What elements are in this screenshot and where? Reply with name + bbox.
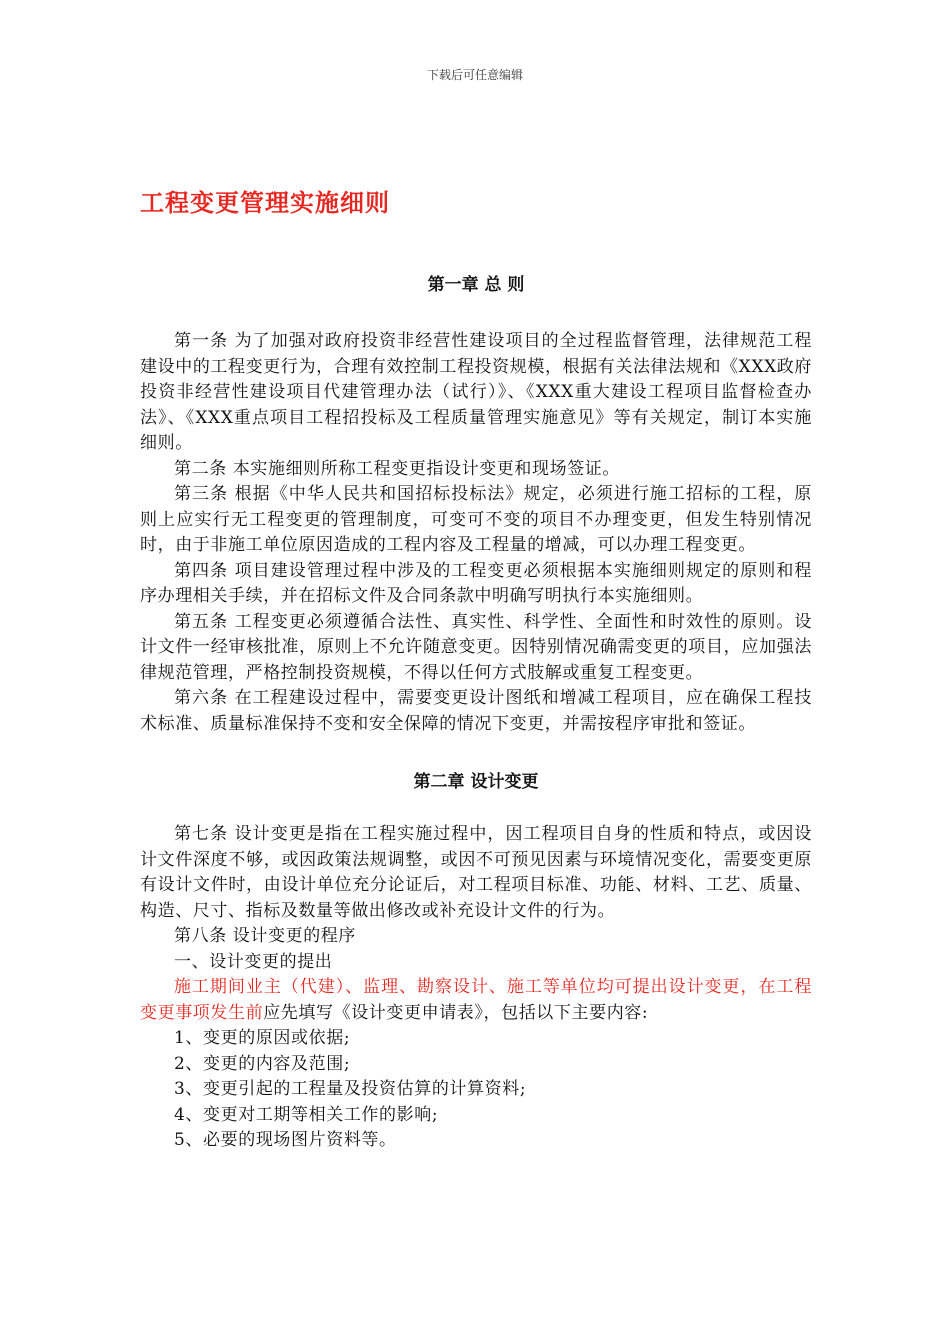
chapter-1-heading: 第一章 总 则	[427, 275, 525, 295]
highlighted-text: 施工期间业主（代建）、监理、勘察设计、施工等单位均可提出设计变更，在工程变更事项发生前	[140, 977, 812, 1023]
document-body	[140, 270, 812, 1154]
header-note: 下载后可任意编辑	[426, 68, 523, 82]
list-item: 5、必要的现场图片资料等。	[174, 1130, 397, 1150]
article-7: 第七条 设计变更是指在工程实施过程中，因工程项目自身的性质和特点，或因设计文件深度不够，或因政策法规调整，或因不可预见因素与环境情况变化，需要变更原有设计文件时，由设计单位充分论证后，对工程项目标准、功能、材料、工艺、质量、构造、尺寸、指标及数量等做出修改或补充设计文件的行为。	[140, 824, 812, 921]
article-2: 第二条 本实施细则所称工程变更指设计变更和现场签证。	[174, 458, 621, 479]
article-6: 第六条 在工程建设过程中，需要变更设计图纸和增减工程项目，应在确保工程技术标准、质量标准保持不变和安全保障的情况下变更，并需按程序审批和签证。	[140, 688, 812, 734]
proposal-paragraph	[140, 975, 812, 1026]
list-item: 4、变更对工期等相关工作的影响;	[174, 1104, 439, 1125]
article-8: 第八条 设计变更的程序	[174, 926, 357, 946]
proposal-text: 应先填写《设计变更申请表》，包括以下主要内容:	[263, 1002, 649, 1023]
list-item: 2、变更的内容及范围;	[174, 1053, 351, 1074]
list-item: 1、变更的原因或依据;	[174, 1028, 351, 1048]
list-item: 3、变更引起的工程量及投资估算的计算资料;	[174, 1079, 527, 1099]
document-title: 工程变更管理实施细则	[140, 189, 390, 217]
section-heading: 一、设计变更的提出	[174, 951, 333, 972]
chapter-2-heading: 第二章 设计变更	[413, 772, 539, 792]
article-1: 第一条 为了加强对政府投资非经营性建设项目的全过程监督管理，法律规范工程建设中的工程变更行为，合理有效控制工程投资规模，根据有关法律法规和《XXX政府投资非经营性建设项目代建管理办法（试行）》、《XXX重大建设工程项目监督检查办法》、《XXX重点项目工程招投标及工程质量管理实施意见》等有关规定，制订本实施细则。	[140, 331, 812, 453]
article-3: 第三条 根据《中华人民共和国招标投标法》规定，必须进行施工招标的工程，原则上应实行无工程变更的管理制度，可变可不变的项目不办理变更，但发生特别情况时，由于非施工单位原因造成的工程内容及工程量的增减，可以办理工程变更。	[140, 484, 812, 555]
article-5: 第五条 工程变更必须遵循合法性、真实性、科学性、全面性和时效性的原则。设计文件一经审核批准，原则上不允许随意变更。因特别情况确需变更的项目，应加强法律规范管理，严格控制投资规模，不得以任何方式肢解或重复工程变更。	[140, 611, 812, 683]
article-4: 第四条 项目建设管理过程中涉及的工程变更必须根据本实施细则规定的原则和程序办理相关手续，并在招标文件及合同条款中明确写明执行本实施细则。	[140, 560, 812, 606]
